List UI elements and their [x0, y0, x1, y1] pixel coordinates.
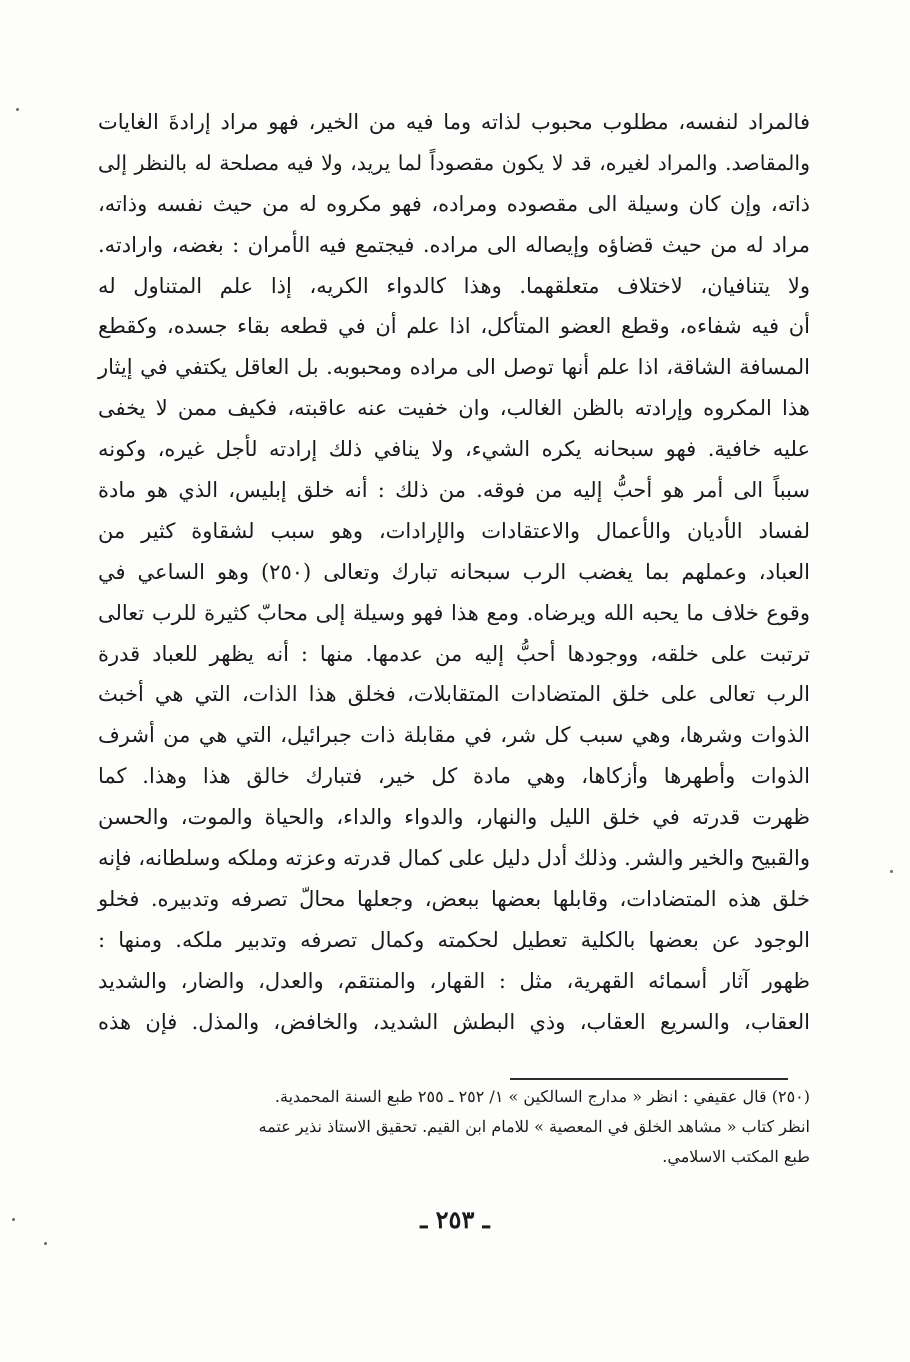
- text-line: أن فيه شفاءه، وقطع العضو المتأكل، اذا علم أن في قطعه بقاء جسده، وكقطع: [98, 314, 810, 339]
- text-line: ظهور آثار أسمائه القهرية، مثل : القهار، والمنتقم، والعدل، والضار، والشديد: [98, 968, 810, 993]
- footnote-line: انظر كتاب « مشاهد الخلق في المعصية » للامام ابن القيم. تحقيق الاستاذ نذير عتمه: [258, 1117, 810, 1136]
- text-line: العقاب، والسريع العقاب، وذي البطش الشديد، والخافض، والمذل. فإن هذه: [98, 1009, 810, 1034]
- text-line: سبباً الى أمر هو أحبُّ إليه من فوقه. من ذلك : أنه خلق إبليس، الذي هو مادة: [98, 478, 810, 503]
- text-line: لفساد الأديان والأعمال والاعتقادات والإرادات، وهو سبب لشقاوة كثير من: [98, 518, 810, 543]
- text-line: خلق هذه المتضادات، وقابلها بعضها ببعض، وجعلها محالّ تصرفه وتدبيره. فخلو: [98, 886, 810, 911]
- text-line: والقبيح والخير والشر. وذلك أدل دليل على كمال قدرته وعزته وملكه وسلطانه، فإنه: [98, 846, 810, 871]
- footnotes-block: [110, 1082, 810, 1172]
- text-line: ذاته، وإن كان وسيلة الى مقصوده ومراده، فهو مكروه له من حيث نفسه وذاته،: [98, 191, 810, 216]
- footnote-line: طبع المكتب الاسلامي.: [662, 1147, 810, 1166]
- text-line: المسافة الشاقة، اذا علم أنها توصل الى مراده ومحبوبه. بل العاقل يكتفي في إيثار: [98, 355, 810, 380]
- page-number: ـ ٢٥٣ ـ: [420, 1205, 490, 1234]
- text-line: الوجود عن بعضها بالكلية تعطيل لحكمته وكمال تصرفه وتدبير ملكه. ومنها :: [98, 927, 810, 952]
- text-line: ظهرت قدرته في خلق الليل والنهار، والدواء والداء، والحياة والموت، والحسن: [98, 805, 810, 830]
- scan-speck: [16, 108, 19, 111]
- text-line: وقوع خلاف ما يحبه الله ويرضاه. ومع هذا فهو وسيلة إلى محابّ كثيرة للرب تعالى: [98, 600, 810, 625]
- text-line: مراد له من حيث قضاؤه وإيصاله الى مراده. فيجتمع فيه الأمران : بغضه، وارادته.: [98, 232, 810, 257]
- scan-speck: [12, 1218, 15, 1221]
- text-line: الذوات وشرها، وهي سبب كل شر، في مقابلة ذات جبرائيل، التي هي من أشرف: [98, 723, 810, 748]
- text-line: هذا المكروه وإرادته بالظن الغالب، وان خفيت عنه عاقبته، فكيف ممن لا يخفى: [98, 396, 810, 421]
- text-line: فالمراد لنفسه، مطلوب محبوب لذاته وما فيه من الخير، فهو مراد إرادةَ الغايات: [98, 110, 810, 134]
- scan-speck: [890, 870, 893, 873]
- text-line: ترتبت على خلقه، ووجودها أحبُّ إليه من عدمها. منها : أنه يظهر للعباد قدرة: [98, 641, 810, 666]
- text-line: ولا يتنافيان، لاختلاف متعلقهما. وهذا كالدواء الكريه، إذا علم المتناول له: [98, 273, 810, 298]
- main-text-block: [98, 102, 810, 1042]
- text-line: والمقاصد. والمراد لغيره، قد لا يكون مقصوداً لما يريد، ولا فيه مصلحة له بالنظر إلى: [98, 150, 810, 175]
- scan-speck: [44, 1242, 47, 1245]
- footnote-line: (٢٥٠) قال عقيفي : انظر « مدارج السالكين » ١/ ٢٥٢ ـ ٢٥٥ طبع السنة المحمدية.: [274, 1087, 810, 1106]
- text-line: العباد، وعملهم بما يغضب الرب سبحانه تبارك وتعالى (٢٥٠) وهو الساعي في: [98, 559, 810, 584]
- text-line: الذوات وأطهرها وأزكاها، وهي مادة كل خير، فتبارك خالق هذا وهذا. كما: [98, 764, 810, 789]
- text-line: عليه خافية. فهو سبحانه يكره الشيء، ولا ينافي ذلك إرادته لأجل غيره، وكونه: [98, 437, 810, 462]
- text-line: الرب تعالى على خلق المتضادات المتقابلات، فخلق هذا الذات، التي هي أخبث: [98, 682, 810, 707]
- footnote-separator: [510, 1078, 788, 1080]
